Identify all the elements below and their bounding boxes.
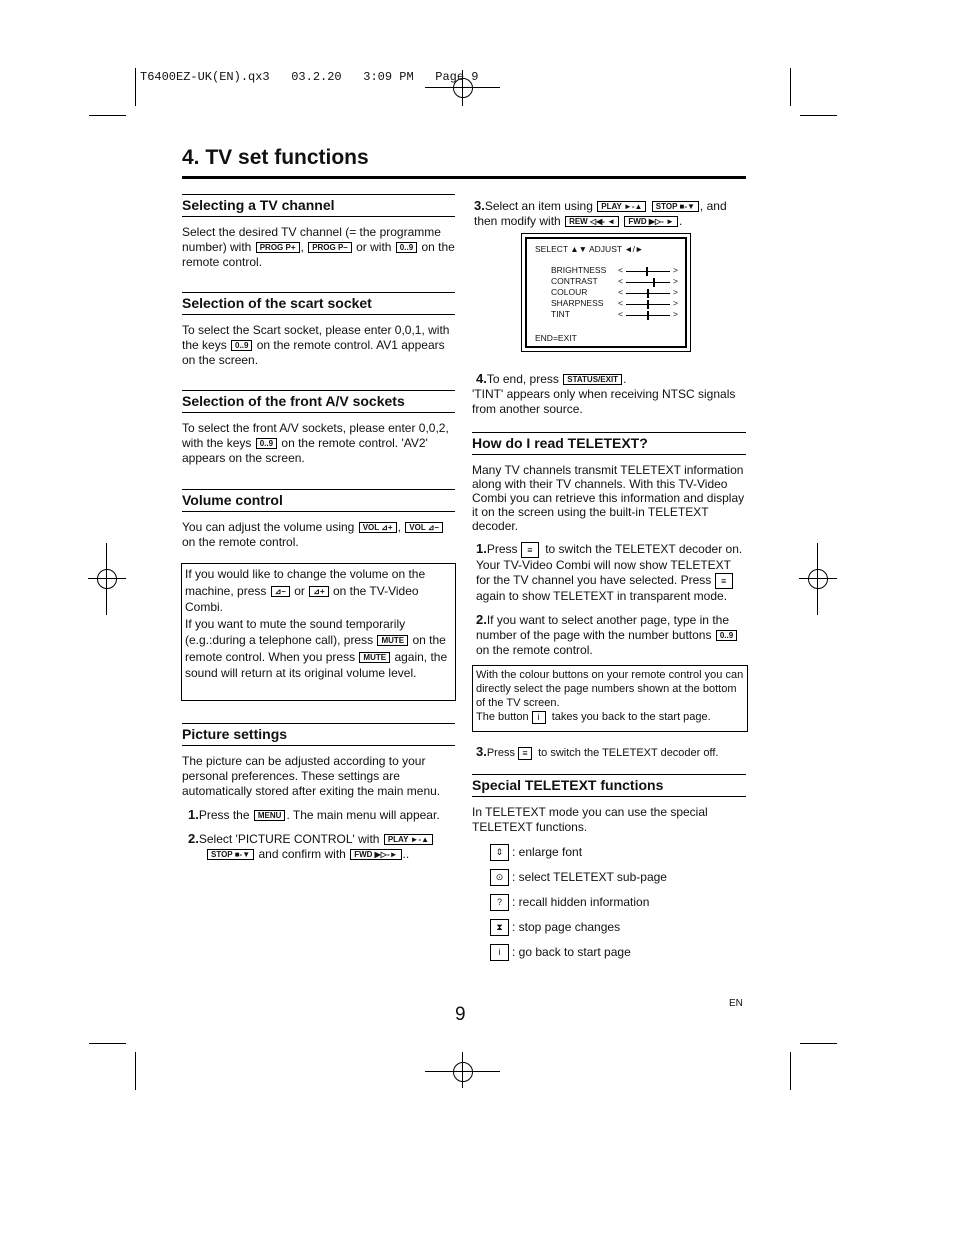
osd-left-arrow: < bbox=[618, 287, 623, 297]
section-heading: Selecting a TV channel bbox=[182, 194, 455, 217]
osd-left-arrow: < bbox=[618, 265, 623, 275]
number-key: 0..9 bbox=[231, 340, 252, 351]
teletext-icon: ≡ bbox=[518, 747, 532, 760]
section-heading: Picture settings bbox=[182, 723, 455, 746]
rew-key: REW ◁◀- ◄ bbox=[565, 216, 619, 227]
osd-right-arrow: > bbox=[673, 298, 678, 308]
section-heading: Special TELETEXT functions bbox=[472, 774, 746, 797]
list-item bbox=[490, 893, 746, 918]
registration-mark bbox=[425, 87, 500, 88]
osd-left-arrow: < bbox=[618, 309, 623, 319]
section-text: You can adjust the volume using VOL ⊿+ , VOL ⊿– on the remote control. bbox=[182, 520, 455, 550]
list-item bbox=[490, 918, 746, 943]
registration-mark bbox=[808, 569, 828, 589]
crop-mark bbox=[135, 1052, 136, 1090]
osd-item-label: SHARPNESS bbox=[551, 298, 604, 308]
index-icon: i bbox=[490, 944, 509, 961]
menu-key: MENU bbox=[254, 810, 286, 821]
section-picture bbox=[182, 723, 455, 862]
list-item-label: : enlarge font bbox=[512, 845, 583, 859]
crop-mark bbox=[800, 1043, 837, 1044]
hold-icon: ⧗ bbox=[490, 919, 509, 936]
osd-row bbox=[551, 265, 678, 275]
reveal-icon: ? bbox=[490, 894, 509, 911]
osd-level-marker bbox=[647, 289, 649, 298]
picture-steps-continued bbox=[474, 190, 746, 229]
osd-right-arrow: > bbox=[673, 276, 678, 286]
step-4: 4.To end, press STATUS/EXIT . bbox=[476, 371, 627, 386]
osd-level-bar bbox=[626, 304, 670, 305]
crop-mark bbox=[800, 115, 837, 116]
registration-mark bbox=[462, 1052, 463, 1088]
index-icon: i bbox=[532, 711, 546, 724]
fwd-key: FWD ▶▷- ► bbox=[624, 216, 678, 227]
osd-row bbox=[551, 287, 678, 297]
list-item bbox=[490, 943, 746, 968]
osd-right-arrow: > bbox=[673, 309, 678, 319]
osd-item-label: TINT bbox=[551, 309, 570, 319]
vol-down-key: ⊿– bbox=[271, 586, 290, 597]
section-heading: Selection of the scart socket bbox=[182, 292, 455, 315]
registration-mark bbox=[799, 578, 837, 579]
list-item-label: : stop page changes bbox=[512, 920, 621, 934]
list-item-label: : recall hidden information bbox=[512, 895, 650, 909]
section-volume bbox=[182, 489, 455, 550]
osd-level-bar bbox=[626, 282, 670, 283]
crop-mark bbox=[790, 1052, 791, 1090]
section-text: Many TV channels transmit TELETEXT information along with their TV channels. With this TV-Video Combi you can retrieve this information and display it on the screen using the built-in TELETEXT decoder. bbox=[472, 463, 745, 533]
end-step bbox=[472, 363, 746, 417]
section-scart bbox=[182, 292, 455, 368]
osd-left-arrow: < bbox=[618, 298, 623, 308]
page-number: 9 bbox=[455, 1004, 466, 1025]
enlarge-icon: ⇕ bbox=[490, 844, 509, 861]
step-1: 1.Press the MENU . The main menu will appear. bbox=[188, 807, 440, 822]
osd-row bbox=[551, 309, 678, 319]
subpage-icon: ⊙ bbox=[490, 869, 509, 886]
osd-right-arrow: > bbox=[673, 287, 678, 297]
fwd-key: FWD ▶▷-► bbox=[350, 849, 401, 860]
mute-key: MUTE bbox=[359, 652, 390, 663]
osd-level-bar bbox=[626, 293, 670, 294]
section-front-av bbox=[182, 390, 455, 466]
osd-right-arrow: > bbox=[673, 265, 678, 275]
number-key: 0..9 bbox=[256, 438, 277, 449]
teletext-icon: ≡ bbox=[521, 542, 539, 558]
osd-header: SELECT ▲▼ ADJUST ◄/► bbox=[535, 244, 644, 254]
step-2: 2.Select 'PICTURE CONTROL' with PLAY ►-▲ STOP ■-▼ and confirm with FWD ▶▷-► .. bbox=[182, 831, 455, 862]
list-item bbox=[490, 868, 746, 893]
step-1: 1.Press ≡ to switch the TELETEXT decoder on. Your TV-Video Combi will now show TELETEXT for the TV channel you have selected. Press ≡ again to show TELETEXT in transparent mode. bbox=[476, 541, 743, 603]
picture-control-menu bbox=[521, 233, 691, 352]
play-key: PLAY ►-▲ bbox=[597, 201, 646, 212]
tint-note: 'TINT' appears only when receiving NTSC signals from another source. bbox=[472, 387, 736, 416]
step-2: 2.If you want to select another page, type in the number of the page with the number buttons 0..9 on the remote control. bbox=[472, 612, 746, 658]
stop-key: STOP ■-▼ bbox=[652, 201, 699, 212]
section-heading: Selection of the front A/V sockets bbox=[182, 390, 455, 413]
osd-item-label: COLOUR bbox=[551, 287, 588, 297]
osd-row bbox=[551, 276, 678, 286]
print-slug: T6400EZ-UK(EN).qx3 03.2.20 3:09 PM Page 9 bbox=[140, 70, 479, 84]
osd-item-label: BRIGHTNESS bbox=[551, 265, 607, 275]
osd-level-marker bbox=[647, 311, 649, 320]
stop-key: STOP ■-▼ bbox=[207, 849, 254, 860]
vol-plus-key: VOL ⊿+ bbox=[359, 522, 397, 533]
step-3: 3.Press ≡ to switch the TELETEXT decoder off. bbox=[476, 744, 719, 759]
prog-plus-key: PROG P+ bbox=[256, 242, 300, 253]
crop-mark bbox=[89, 115, 126, 116]
teletext-icon: ≡ bbox=[715, 573, 733, 589]
language-label: EN bbox=[729, 998, 743, 1009]
volume-note-box: If you would like to change the volume on the machine, press ⊿– or ⊿+ on the TV-Video Combi. If you want to mute the sound temporarily (e.g.:during a telephone call), press MUTE on the remote control. When you press MUTE again, the sound will return at its original volume level. bbox=[181, 563, 456, 701]
play-key: PLAY ►-▲ bbox=[384, 834, 433, 845]
osd-item-label: CONTRAST bbox=[551, 276, 598, 286]
teletext-note-box: With the colour buttons on your remote control you can directly select the page numbers shown at the bottom of the TV screen. The button i takes you back to the start page. bbox=[472, 665, 748, 732]
crop-mark bbox=[89, 1043, 126, 1044]
osd-level-bar bbox=[626, 271, 670, 272]
teletext-off-step bbox=[476, 736, 746, 761]
mute-key: MUTE bbox=[377, 635, 408, 646]
registration-mark bbox=[97, 569, 117, 589]
registration-mark bbox=[817, 543, 818, 615]
section-special-teletext bbox=[472, 774, 746, 968]
vol-up-key: ⊿+ bbox=[309, 586, 328, 597]
list-item-label: : go back to start page bbox=[512, 945, 631, 959]
vol-minus-key: VOL ⊿– bbox=[405, 522, 443, 533]
osd-left-arrow: < bbox=[618, 276, 623, 286]
osd-level-marker bbox=[653, 278, 655, 287]
section-tv-channel bbox=[182, 194, 455, 270]
section-text: To select the Scart socket, please enter 0,0,1, with the keys 0..9 on the remote control. AV1 appears on the screen. bbox=[182, 323, 450, 367]
section-text: The picture can be adjusted according to your personal preferences. These settings are automatically stored after exiting the main menu. bbox=[182, 754, 441, 798]
crop-mark bbox=[790, 68, 791, 106]
section-text: Select the desired TV channel (= the programme number) with PROG P+ , PROG P– or with 0..9 on the remote control. bbox=[182, 225, 455, 269]
prog-minus-key: PROG P– bbox=[308, 242, 352, 253]
section-heading: How do I read TELETEXT? bbox=[472, 432, 746, 455]
number-key: 0..9 bbox=[716, 630, 737, 641]
osd-level-marker bbox=[646, 267, 648, 276]
section-teletext bbox=[472, 432, 746, 658]
number-key: 0..9 bbox=[396, 242, 417, 253]
registration-mark bbox=[425, 1071, 500, 1072]
osd-level-marker bbox=[647, 300, 649, 309]
list-item bbox=[490, 843, 746, 868]
crop-mark bbox=[135, 68, 136, 106]
osd-row bbox=[551, 298, 678, 308]
list-item-label: : select TELETEXT sub-page bbox=[512, 870, 667, 884]
osd-footer: END=EXIT bbox=[535, 333, 577, 343]
page-title: 4. TV set functions bbox=[182, 146, 369, 169]
osd-level-bar bbox=[626, 315, 670, 316]
registration-mark bbox=[106, 543, 107, 615]
status-exit-key: STATUS/EXIT bbox=[563, 374, 622, 385]
title-rule bbox=[182, 176, 746, 179]
step-3: 3.Select an item using PLAY ►-▲ STOP ■-▼ , and then modify with REW ◁◀- ◄ FWD ▶▷- ► . bbox=[474, 198, 727, 228]
registration-mark bbox=[88, 578, 126, 579]
section-text: In TELETEXT mode you can use the special TELETEXT functions. bbox=[472, 805, 708, 834]
section-text: To select the front A/V sockets, please enter 0,0,2, with the keys 0..9 on the remote control. 'AV2' appears on the screen. bbox=[182, 421, 449, 465]
section-heading: Volume control bbox=[182, 489, 455, 512]
registration-mark bbox=[453, 1062, 473, 1082]
